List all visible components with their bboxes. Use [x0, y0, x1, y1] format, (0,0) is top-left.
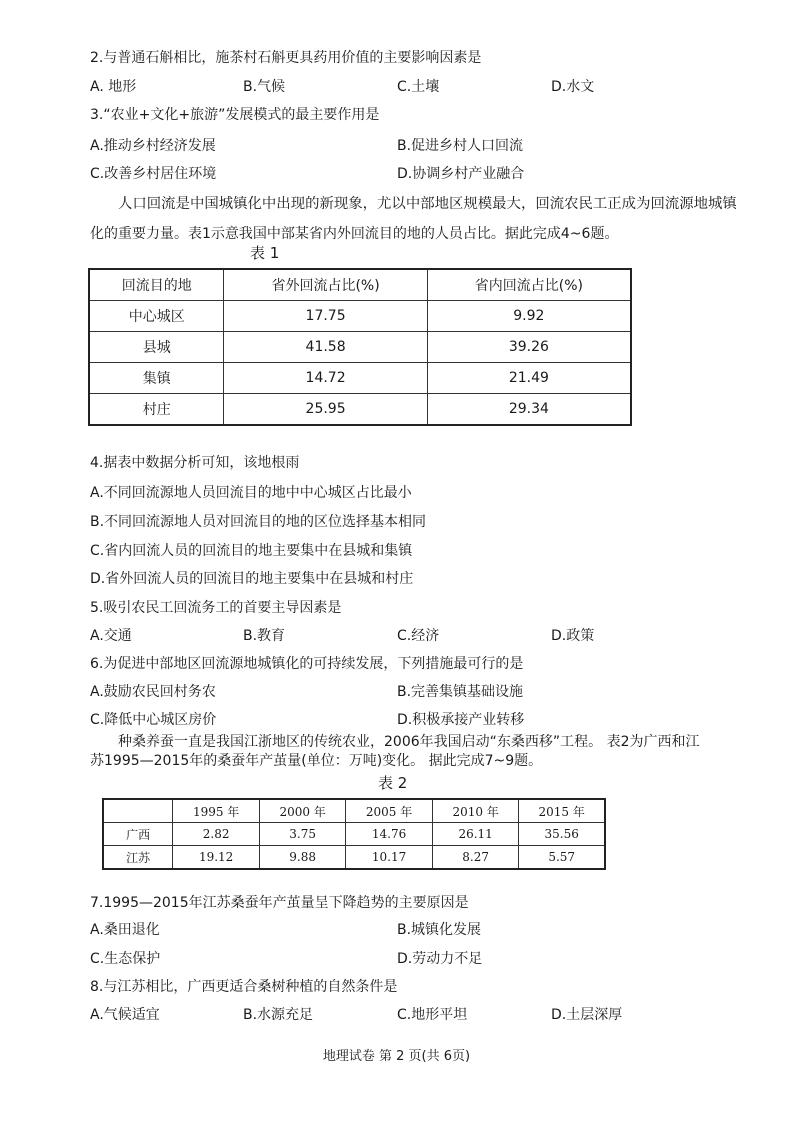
question-6-option-c: C.降低中心城区房价: [90, 712, 217, 728]
table-2-header-cell: 2000 年: [259, 799, 345, 823]
table-1-header-row: [89, 269, 631, 301]
table-1-caption: 表 1: [250, 244, 280, 262]
table-2-header-cell: 2010 年: [432, 799, 519, 823]
question-2-option-a: A. 地形: [90, 79, 137, 95]
table-cell: 江苏: [103, 846, 173, 870]
question-7-option-d: D.劳动力不足: [397, 951, 483, 967]
question-4-stem: 4.据表中数据分析可知，该地根雨: [90, 455, 300, 471]
table-1-header-cell: 回流目的地: [89, 269, 224, 301]
table-cell: 10.17: [346, 846, 433, 870]
table-cell: 9.88: [259, 846, 345, 870]
question-8-option-b: B.水源充足: [243, 1007, 314, 1023]
table-row: [89, 394, 631, 426]
table-cell: 17.75: [224, 301, 427, 332]
table-row: [89, 363, 631, 394]
table-cell: 19.12: [173, 846, 260, 870]
question-4-option-b: B.不同回流源地人员对回流目的地的区位选择基本相同: [90, 514, 427, 530]
question-4-option-c: C.省内回流人员的回流目的地主要集中在县城和集镇: [90, 543, 413, 559]
question-8-option-d: D.土层深厚: [551, 1007, 623, 1023]
question-8-stem: 8.与江苏相比，广西更适合桑树种植的自然条件是: [90, 979, 398, 995]
table-cell: 8.27: [432, 846, 519, 870]
question-5-option-b: B.教育: [243, 628, 286, 644]
table-1: [88, 268, 632, 426]
table-1-header-cell: 省外回流占比(%): [224, 269, 427, 301]
table-cell: 14.72: [224, 363, 427, 394]
question-3-option-c: C.改善乡村居住环境: [90, 166, 217, 182]
question-6-option-d: D.积极承接产业转移: [397, 712, 525, 728]
question-2-option-b: B.气候: [243, 79, 286, 95]
question-5-option-d: D.政策: [551, 628, 595, 644]
table-row: [103, 846, 605, 870]
question-7-option-b: B.城镇化发展: [397, 922, 482, 938]
table-row: [89, 332, 631, 363]
question-2-option-d: D.水文: [551, 79, 595, 95]
passage-2-line-1: 种桑养蚕一直是我国江浙地区的传统农业，2006年我国启动“东桑西移”工程。 表2为广西和江: [118, 734, 700, 750]
question-5-stem: 5.吸引农民工回流务工的首要主导因素是: [90, 600, 342, 616]
table-2-header-cell: 2015 年: [519, 799, 605, 823]
passage-2-line-2: 苏1995—2015年的桑蚕年产茧量(单位：万吨)变化。 据此完成7~9题。: [90, 753, 543, 769]
table-cell: 21.49: [427, 363, 631, 394]
question-4-option-d: D.省外回流人员的回流目的地主要集中在县城和村庄: [90, 571, 414, 587]
question-8-option-c: C.地形平坦: [397, 1007, 468, 1023]
table-cell: 中心城区: [89, 301, 224, 332]
table-2-header-cell: [103, 799, 173, 823]
question-3-stem: 3.“农业+文化+旅游”发展模式的最主要作用是: [90, 107, 380, 123]
table-cell: 3.75: [259, 823, 345, 846]
question-6-option-b: B.完善集镇基础设施: [397, 684, 524, 700]
question-6-option-a: A.鼓励农民回村务农: [90, 684, 216, 700]
question-4-option-a: A.不同回流源地人员回流目的地中中心城区占比最小: [90, 485, 412, 501]
passage-1-line-2: 化的重要力量。表1示意我国中部某省内外回流目的地的人员占比。据此完成4~6题。: [90, 226, 619, 242]
table-cell: 2.82: [173, 823, 260, 846]
table-cell: 14.76: [346, 823, 433, 846]
question-6-stem: 6.为促进中部地区回流源地城镇化的可持续发展，下列措施最可行的是: [90, 656, 524, 672]
question-7-stem: 7.1995—2015年江苏桑蚕年产茧量呈下降趋势的主要原因是: [90, 895, 469, 911]
table-row: [89, 301, 631, 332]
question-7-option-c: C.生态保护: [90, 951, 161, 967]
question-8-option-a: A.气候适宜: [90, 1007, 160, 1023]
table-cell: 25.95: [224, 394, 427, 426]
table-cell: 41.58: [224, 332, 427, 363]
page-footer: 地理试卷 第 2 页(共 6页): [322, 1049, 471, 1064]
table-2-caption: 表 2: [378, 774, 408, 792]
question-7-option-a: A.桑田退化: [90, 922, 160, 938]
table-cell: 5.57: [519, 846, 605, 870]
table-cell: 广西: [103, 823, 173, 846]
table-cell: 35.56: [519, 823, 605, 846]
table-row: [103, 823, 605, 846]
question-3-option-b: B.促进乡村人口回流: [397, 138, 524, 154]
table-cell: 9.92: [427, 301, 631, 332]
table-cell: 39.26: [427, 332, 631, 363]
question-3-option-a: A.推动乡村经济发展: [90, 138, 216, 154]
table-cell: 村庄: [89, 394, 224, 426]
question-2-option-c: C.土壤: [397, 79, 440, 95]
table-cell: 县城: [89, 332, 224, 363]
table-1-header-cell: 省内回流占比(%): [427, 269, 631, 301]
table-2-header-cell: 1995 年: [173, 799, 260, 823]
question-3-option-d: D.协调乡村产业融合: [397, 166, 525, 182]
question-5-option-a: A.交通: [90, 628, 132, 644]
table-cell: 集镇: [89, 363, 224, 394]
table-2: [102, 798, 606, 870]
table-cell: 29.34: [427, 394, 631, 426]
table-2-header-cell: 2005 年: [346, 799, 433, 823]
table-2-header-row: [103, 799, 605, 823]
question-5-option-c: C.经济: [397, 628, 440, 644]
question-2-stem: 2.与普通石斛相比，施茶村石斛更具药用价值的主要影响因素是: [90, 50, 482, 66]
table-cell: 26.11: [432, 823, 519, 846]
passage-1-line-1: 人口回流是中国城镇化中出现的新现象，尤以中部地区规模最大，回流农民工正成为回流源地城镇: [118, 196, 737, 212]
